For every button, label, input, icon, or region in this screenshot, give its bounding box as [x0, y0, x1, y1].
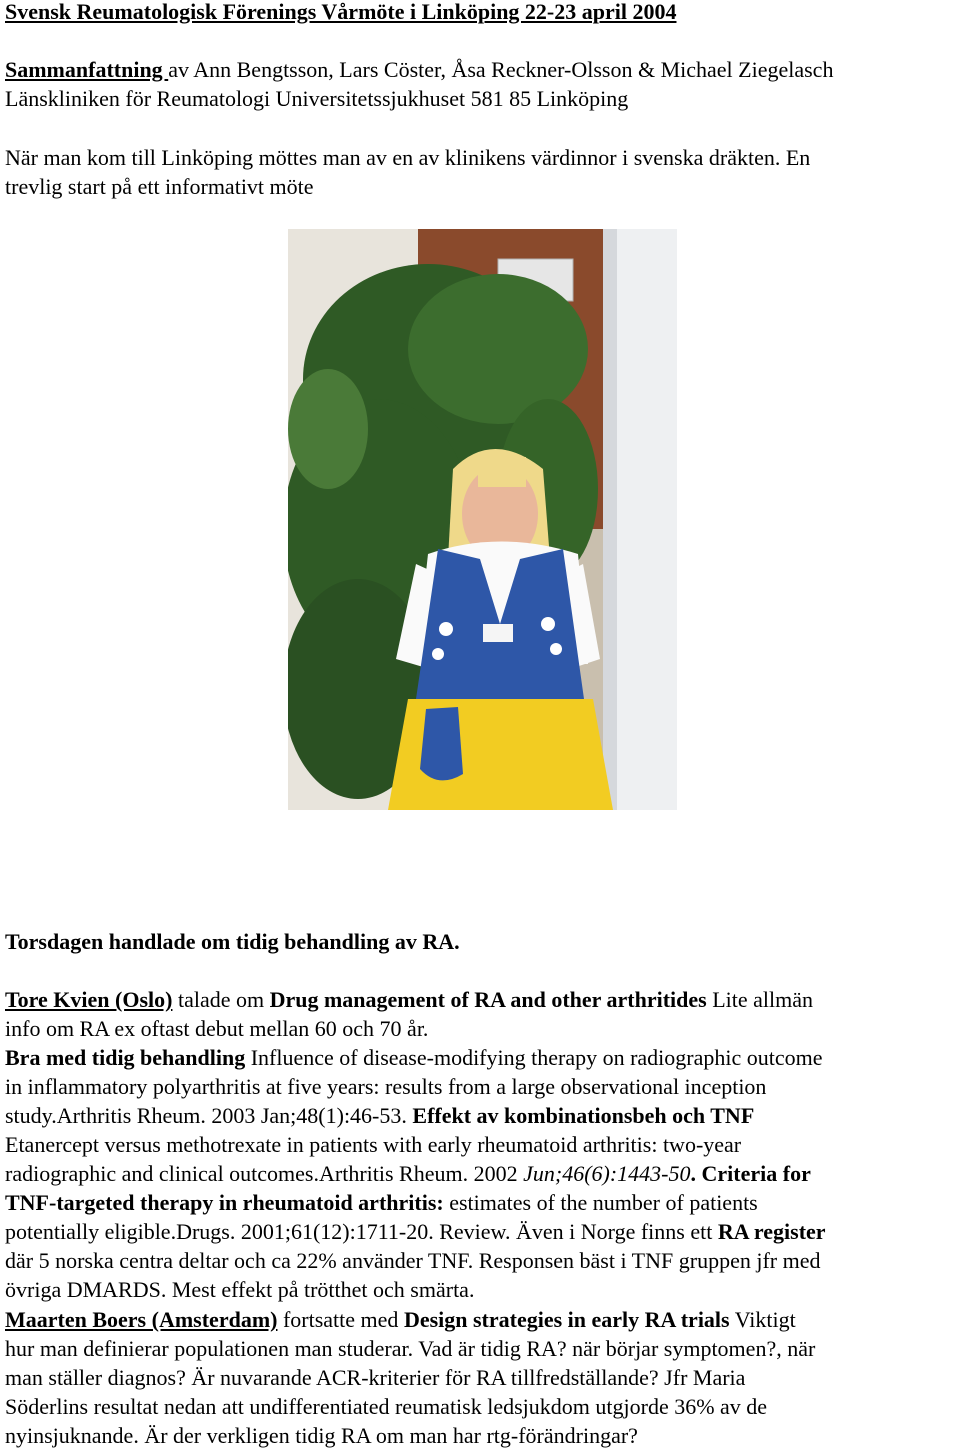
intro-line-1: När man kom till Linköping möttes man av en av klinikens värdinnor i svenska dräkten. En — [5, 145, 811, 170]
combo-treatment-label: Effekt av kombinationsbeh och TNF — [406, 1103, 755, 1128]
kvien-line-1 — [5, 985, 813, 1014]
kvien-talk-title: Drug management of RA and other arthritides — [269, 987, 707, 1012]
boers-cont: fortsatte med — [277, 1307, 404, 1332]
ra-register: RA register — [717, 1219, 826, 1244]
hostess-photo — [288, 229, 677, 810]
summary-authors: av Ann Bengtsson, Lars Cöster, Åsa Reckner-Olsson & Michael Ziegelasch — [168, 57, 834, 82]
boers-line-2: hur man definierar populationen man studerar. Vad är tidig RA? när börjar symptomen?, när — [5, 1336, 816, 1361]
thursday-heading: Torsdagen handlade om tidig behandling av RA. — [5, 929, 460, 954]
kvien-line-11: övriga DMARDS. Mest effekt på trötthet och smärta. — [5, 1277, 475, 1302]
kvien-said: talade om — [172, 987, 270, 1012]
kvien-line-6: Etanercept versus methotrexate in patients with early rheumatoid arthritis: two-year — [5, 1132, 742, 1157]
boers-line-5: nyinsjuknande. Är der verkligen tidig RA om man har rtg-förändringar? — [5, 1423, 638, 1448]
kvien-speaker: Tore Kvien (Oslo) — [5, 987, 173, 1012]
bra-label: Bra med tidig behandling — [5, 1045, 246, 1070]
tnf-criteria-text: estimates of the number of patients — [443, 1190, 758, 1215]
reference-2: radiographic and clinical outcomes.Arthritis Rheum. 2002 — [5, 1161, 524, 1186]
boers-rest-1: Viktigt — [729, 1307, 796, 1332]
bra-text: Influence of disease-modifying therapy on radiographic outcome — [245, 1045, 823, 1070]
boers-line-3: man ställer diagnos? Är nuvarande ACR-kriterier för RA tillfredställande? Jfr Maria — [5, 1365, 746, 1390]
boers-line-1 — [5, 1305, 796, 1334]
criteria-label: . Criteria for — [690, 1161, 811, 1186]
kvien-line-5 — [5, 1101, 754, 1130]
kvien-line-10: där 5 norska centra deltar och ca 22% använder TNF. Responsen bäst i TNF gruppen jfr med — [5, 1248, 821, 1273]
affiliation: Länskliniken för Reumatologi Universitetssjukhuset 581 85 Linköping — [5, 86, 629, 111]
reference-3: potentially eligible.Drugs. 2001;61(12):1711-20. Review. Även i Norge finns ett — [5, 1219, 718, 1244]
kvien-rest-1: Lite allmän — [706, 987, 814, 1012]
boers-line-4: Söderlins resultat nedan att undifferentiated reumatisk ledsjukdom utgjorde 36% av de — [5, 1394, 768, 1419]
hostess-photo-graphic — [288, 229, 677, 810]
kvien-line-8 — [5, 1188, 758, 1217]
tnf-criteria-title: TNF-targeted therapy in rheumatoid arthritis: — [5, 1190, 444, 1215]
boers-talk-title: Design strategies in early RA trials — [403, 1307, 730, 1332]
kvien-line-2: info om RA ex oftast debut mellan 60 och 70 år. — [5, 1016, 429, 1041]
kvien-line-9 — [5, 1217, 826, 1246]
kvien-line-3 — [5, 1043, 823, 1072]
reference-2-pages: Jun;46(6):1443-50 — [523, 1161, 691, 1186]
kvien-line-7 — [5, 1159, 811, 1188]
summary-line — [5, 55, 833, 84]
kvien-line-4: in inflammatory polyarthritis at five years: results from a large observational inception — [5, 1074, 767, 1099]
intro-line-2: trevlig start på ett informativt möte — [5, 174, 314, 199]
summary-label: Sammanfattning — [5, 57, 169, 82]
reference-1: study.Arthritis Rheum. 2003 Jan;48(1):46-53. — [5, 1103, 407, 1128]
pillar-shadow — [603, 229, 617, 810]
page-title: Svensk Reumatologisk Förenings Vårmöte i Linköping 22-23 april 2004 — [5, 0, 677, 24]
boers-speaker: Maarten Boers (Amsterdam) — [5, 1307, 278, 1332]
